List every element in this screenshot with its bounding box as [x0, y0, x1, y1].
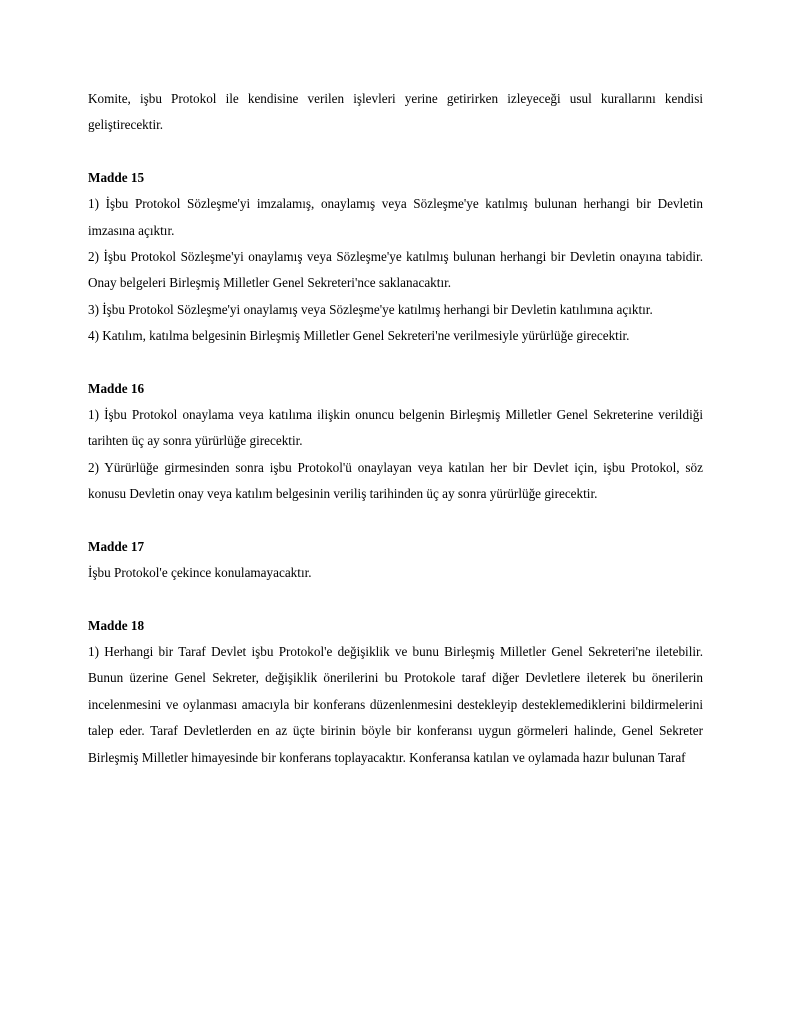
- madde-15-item-2: 2) İşbu Protokol Sözleşme'yi onaylamış veya Sözleşme'ye katılmış bulunan herhangi bir Devletin onayına tabidir. Onay belgeleri Birleşmiş Milletler Genel Sekreteri'nce saklanacaktır.: [88, 249, 703, 291]
- intro-paragraph: Komite, işbu Protokol ile kendisine verilen işlevleri yerine getirirken izleyeceği usul kurallarını kendisi geliştirecektir.: [88, 91, 703, 133]
- spacer-3: [88, 508, 703, 534]
- spacer-1: [88, 139, 703, 165]
- madde-16-item-2: 2) Yürürlüğe girmesinden sonra işbu Protokol'ü onaylayan veya katılan her bir Devlet için, işbu Protokol, söz konusu Devletin onay veya katılım belgesinin veriliş tarihinden üç ay sonra yürürlüğe girecektir.: [88, 459, 703, 502]
- madde-15-item-4: 4) Katılım, katılma belgesinin Birleşmiş Milletler Genel Sekreteri'ne verilmesiyle yürürlüğe girecektir.: [88, 328, 630, 344]
- madde-17-body: İşbu Protokol'e çekince konulamayacaktır.: [88, 565, 312, 581]
- madde-15-item-1: 1) İşbu Protokol Sözleşme'yi imzalamış, onaylamış veya Sözleşme'ye katılmış bulunan herhangi bir Devletin imzasına açıktır.: [88, 196, 703, 238]
- heading-madde-15: Madde 15: [88, 169, 145, 185]
- heading-madde-17: Madde 17: [88, 538, 145, 554]
- spacer-4: [88, 587, 703, 613]
- madde-16-item-1: 1) İşbu Protokol onaylama veya katılıma ilişkin onuncu belgenin Birleşmiş Milletler Genel Sekreterine verildiği tarihten üç ay sonra yürürlüğe girecektir.: [88, 407, 703, 449]
- spacer-2: [88, 350, 703, 376]
- heading-madde-18: Madde 18: [88, 617, 145, 633]
- heading-madde-16: Madde 16: [88, 380, 145, 396]
- document-body: [88, 86, 703, 771]
- madde-15-item-3: 3) İşbu Protokol Sözleşme'yi onaylamış veya Sözleşme'ye katılmış herhangi bir Devletin katılımına açıktır.: [88, 301, 653, 317]
- madde-18-item-1: 1) Herhangi bir Taraf Devlet işbu Protokol'e değişiklik ve bunu Birleşmiş Milletler Genel Sekreteri'ne iletebilir. Bunun üzerine Genel Sekreter, değişiklik önerilerini bu Protokole taraf diğer Devletlere ileterek bu önerilerin incelenmesini ve oylanması amacıyla bir konferans düzenlenmesini destekleyip desteklemediklerini bildirmelerini talep eder. Taraf Devletlerden en az üçte birinin böyle bir konferansı uygun görmeleri halinde, Genel Sekreter Birleşmiş Milletler himayesinde bir konferans toplayacaktır. Konferansa katılan ve oylamada hazır bulunan Taraf: [88, 643, 703, 765]
